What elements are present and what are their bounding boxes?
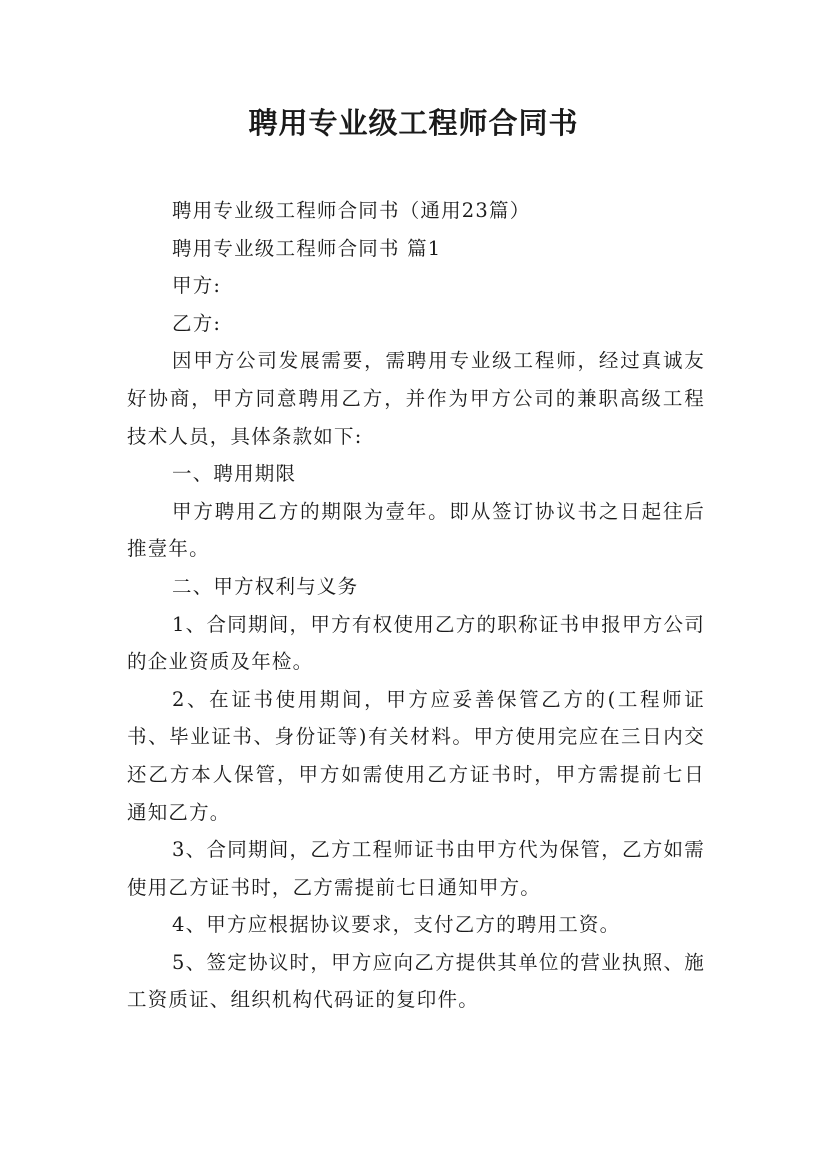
paragraph-party-b: 乙方:	[172, 311, 222, 335]
paragraph-article-heading: 聘用专业级工程师合同书 篇1	[172, 236, 442, 260]
paragraph-party-a: 甲方:	[172, 274, 222, 298]
clause-2: 2、在证书使用期间，甲方应妥善保管乙方的(工程师证书、毕业证书、身份证等)有关材料。甲方使用完应在三日内交还乙方本人保管，甲方如需使用乙方证书时，甲方需提前七日通知乙方。	[127, 687, 705, 824]
clause-3: 3、合同期间，乙方工程师证书由甲方代为保管，乙方如需使用乙方证书时，乙方需提前七日通知甲方。	[127, 838, 705, 899]
section-heading-term: 一、聘用期限	[172, 462, 297, 486]
clause-4: 4、甲方应根据协议要求，支付乙方的聘用工资。	[172, 913, 621, 937]
paragraph-subtitle: 聘用专业级工程师合同书（通用23篇）	[172, 199, 531, 222]
document-body	[127, 192, 705, 1019]
section-heading-rights: 二、甲方权利与义务	[172, 574, 359, 598]
paragraph-preamble: 因甲方公司发展需要，需聘用专业级工程师，经过真诚友好协商，甲方同意聘用乙方，并作为甲方公司的兼职高级工程技术人员，具体条款如下:	[127, 349, 705, 448]
clause-5: 5、签定协议时，甲方应向乙方提供其单位的营业执照、施工资质证、组织机构代码证的复印件。	[127, 950, 705, 1012]
document-title: 聘用专业级工程师合同书	[248, 106, 579, 140]
clause-1: 1、合同期间，甲方有权使用乙方的职称证书申报甲方公司的企业资质及年检。	[127, 612, 705, 674]
paragraph-term: 甲方聘用乙方的期限为壹年。即从签订协议书之日起往后推壹年。	[127, 499, 705, 561]
